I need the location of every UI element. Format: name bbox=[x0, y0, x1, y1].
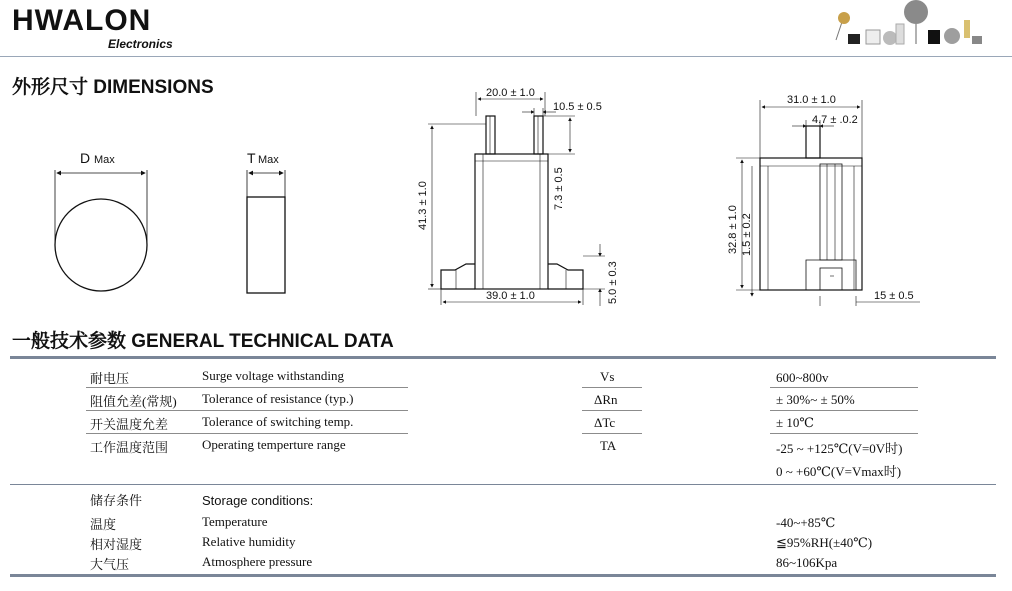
side-depth: 15 ± 0.5 bbox=[874, 290, 914, 302]
row1-rule-c bbox=[770, 387, 918, 388]
storage-cn: 储存条件 bbox=[90, 493, 143, 508]
disc-side-view bbox=[247, 170, 285, 293]
row2-rule-a bbox=[86, 410, 408, 411]
row3-val: ± 10℃ bbox=[776, 415, 814, 430]
technical-title: 一般技术参数 GENERAL TECHNICAL DATA bbox=[12, 331, 394, 352]
side-lead-width: 4.7 ± .0.2 bbox=[812, 114, 858, 126]
row1-val: 600~800v bbox=[776, 370, 829, 385]
front-lead-height: 7.3 ± 0.5 bbox=[553, 167, 565, 210]
table-bottom-rule bbox=[10, 574, 996, 577]
front-lead-width: 10.5 ± 0.5 bbox=[553, 101, 602, 113]
row3-rule-b bbox=[582, 433, 642, 434]
storage-divider bbox=[10, 484, 996, 485]
front-height: 41.3 ± 1.0 bbox=[417, 181, 429, 230]
side-width: 31.0 ± 1.0 bbox=[787, 94, 836, 106]
housing-front-view bbox=[428, 92, 605, 306]
disc-t-sub: Max bbox=[258, 154, 279, 166]
row1-rule-a bbox=[86, 387, 408, 388]
row3-rule-c bbox=[770, 433, 918, 434]
storage-pressure-val: 86~106Kpa bbox=[776, 555, 838, 570]
storage-temp-val: -40~+85℃ bbox=[776, 515, 836, 530]
row2-en: Tolerance of resistance (typ.) bbox=[202, 391, 354, 406]
row3-en: Tolerance of switching temp. bbox=[202, 414, 354, 429]
row2-cn: 阻值允差(常规) bbox=[90, 394, 177, 409]
storage-humidity-en: Relative humidity bbox=[202, 534, 296, 549]
storage-humidity-val: ≦95%RH(±40℃) bbox=[776, 535, 873, 550]
storage-humidity-cn: 相对湿度 bbox=[90, 537, 143, 552]
row4-val: -25 ~ +125℃(V=0V时) bbox=[776, 441, 903, 456]
table-top-rule bbox=[10, 356, 996, 359]
side-slot: 1.5 ± 0.2 bbox=[741, 213, 753, 256]
row4-val2: 0 ~ +60℃(V=Vmax时) bbox=[776, 464, 902, 479]
brand-logo: HWALON bbox=[12, 4, 152, 37]
row3-cn: 开关温度允差 bbox=[90, 417, 169, 432]
product-thumbnails-icon bbox=[830, 0, 990, 52]
row1-cn: 耐电压 bbox=[90, 371, 130, 386]
row2-val: ± 30%~ ± 50% bbox=[776, 392, 855, 407]
row4-sym: TA bbox=[600, 438, 617, 453]
row4-cn: 工作温度范围 bbox=[90, 440, 169, 455]
dimensions-title: 外形尺寸 DIMENSIONS bbox=[12, 77, 214, 98]
storage-temp-cn: 温度 bbox=[90, 517, 117, 532]
front-top-width: 20.0 ± 1.0 bbox=[486, 87, 535, 99]
housing-side-view bbox=[736, 100, 920, 306]
row1-en: Surge voltage withstanding bbox=[202, 368, 345, 383]
dimension-drawings bbox=[0, 60, 1012, 330]
row1-rule-b bbox=[582, 387, 642, 388]
row2-rule-b bbox=[582, 410, 642, 411]
row1-sym: Vs bbox=[600, 369, 615, 384]
storage-pressure-en: Atmosphere pressure bbox=[202, 554, 313, 569]
front-base-width: 39.0 ± 1.0 bbox=[486, 290, 535, 302]
storage-pressure-cn: 大气压 bbox=[90, 557, 130, 572]
storage-en: Storage conditions: bbox=[202, 493, 314, 508]
side-height: 32.8 ± 1.0 bbox=[727, 205, 739, 254]
disc-d-label: D bbox=[80, 150, 91, 166]
brand-subtitle: Electronics bbox=[108, 37, 173, 51]
row3-sym: ΔTc bbox=[594, 415, 616, 430]
row2-sym: ΔRn bbox=[594, 392, 618, 407]
row2-rule-c bbox=[770, 410, 918, 411]
disc-d-sub: Max bbox=[94, 154, 115, 166]
front-base-height: 5.0 ± 0.3 bbox=[607, 261, 619, 304]
row3-rule-a bbox=[86, 433, 408, 434]
storage-temp-en: Temperature bbox=[202, 514, 268, 529]
header-divider bbox=[0, 56, 1012, 57]
row4-en: Operating temperture range bbox=[202, 437, 346, 452]
disc-t-label: T bbox=[247, 150, 256, 166]
disc-front-view bbox=[55, 170, 147, 291]
